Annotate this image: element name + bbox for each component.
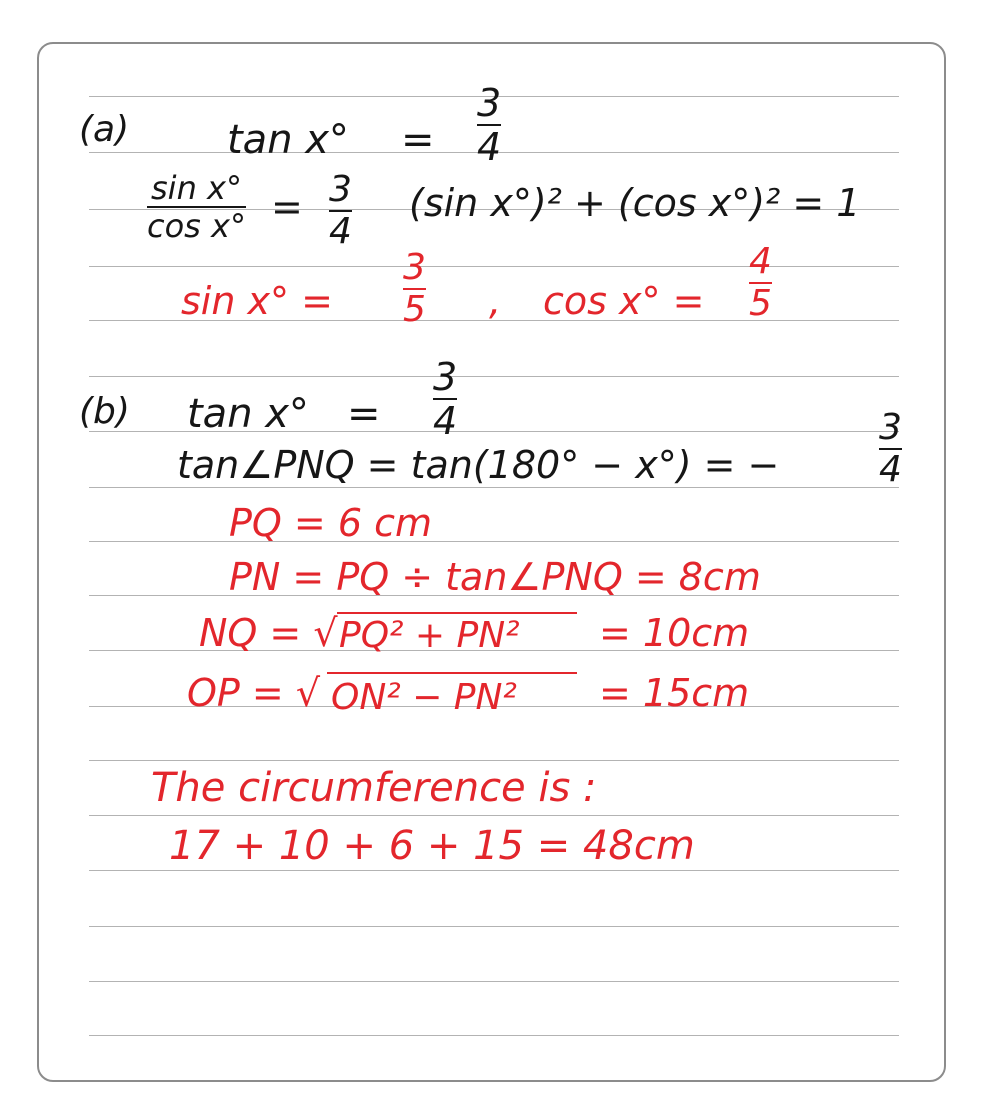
ruled-line xyxy=(89,870,899,871)
part-a-ratio-equals: = xyxy=(271,185,303,229)
fraction-numerator: 4 xyxy=(749,241,772,282)
part-a-identity: (sin x°)² + (cos x°)² = 1 xyxy=(409,181,861,225)
part-a-given-lhs: tan x° xyxy=(227,117,349,163)
part-a-label: (a) xyxy=(79,109,130,150)
part-b-given-equals: = xyxy=(347,391,381,437)
part-b-nq-radical-bar xyxy=(337,612,577,614)
fraction-denominator: 5 xyxy=(403,289,426,330)
notebook-card xyxy=(37,42,946,1082)
part-b-angle-line: tan∠PNQ = tan(180° − x°) = − xyxy=(177,443,780,487)
ruled-line xyxy=(89,760,899,761)
part-b-op-radicand: ON² − PN² xyxy=(331,677,517,718)
ruled-line xyxy=(89,376,899,377)
fraction-numerator: 3 xyxy=(879,407,902,448)
fraction-numerator: 3 xyxy=(403,247,426,288)
part-a-given-equals: = xyxy=(401,117,435,163)
part-b-pn: PN = PQ ÷ tan∠PNQ = 8cm xyxy=(229,555,761,599)
part-b-op-lhs: OP = √ xyxy=(187,671,321,715)
part-a-given-fraction xyxy=(477,81,502,169)
ruled-line xyxy=(89,1035,899,1036)
fraction-denominator: 4 xyxy=(433,399,458,443)
ruled-line xyxy=(89,541,899,542)
part-a-answer-cos: cos x° = xyxy=(543,279,705,323)
fraction-denominator: 4 xyxy=(879,449,902,490)
part-a-ratio-value xyxy=(329,169,352,252)
fraction-numerator: 3 xyxy=(477,81,502,125)
ruled-line xyxy=(89,487,899,488)
fraction-numerator: sin x° xyxy=(151,169,242,207)
part-b-nq-radicand: PQ² + PN² xyxy=(339,615,520,656)
fraction-denominator: 4 xyxy=(477,125,502,169)
part-a-answer-sin-fraction xyxy=(403,247,426,330)
part-b-angle-fraction xyxy=(879,407,902,490)
ruled-line xyxy=(89,266,899,267)
part-a-answer-separator: , xyxy=(489,279,502,323)
part-b-conclusion: The circumference is : xyxy=(151,765,597,811)
part-b-given-lhs: tan x° xyxy=(187,391,309,437)
ruled-line xyxy=(89,926,899,927)
fraction-denominator: cos x° xyxy=(147,207,246,245)
part-a-answer-sin: sin x° = xyxy=(181,279,333,323)
fraction-denominator: 4 xyxy=(329,211,352,252)
part-b-label: (b) xyxy=(79,391,130,432)
ruled-line xyxy=(89,981,899,982)
ruled-line xyxy=(89,815,899,816)
fraction-numerator: 3 xyxy=(329,169,352,210)
part-a-ratio-fraction xyxy=(147,169,246,245)
fraction-denominator: 5 xyxy=(749,283,772,324)
part-b-nq-rhs: = 10cm xyxy=(599,611,750,655)
part-b-op-radical-bar xyxy=(327,672,577,674)
part-b-pq: PQ = 6 cm xyxy=(229,501,432,545)
part-a-answer-cos-fraction xyxy=(749,241,772,324)
part-b-nq-lhs: NQ = √ xyxy=(199,611,338,655)
part-b-op-rhs: = 15cm xyxy=(599,671,750,715)
fraction-numerator: 3 xyxy=(433,355,458,399)
part-b-sum: 17 + 10 + 6 + 15 = 48cm xyxy=(169,823,695,869)
part-b-given-fraction xyxy=(433,355,458,443)
